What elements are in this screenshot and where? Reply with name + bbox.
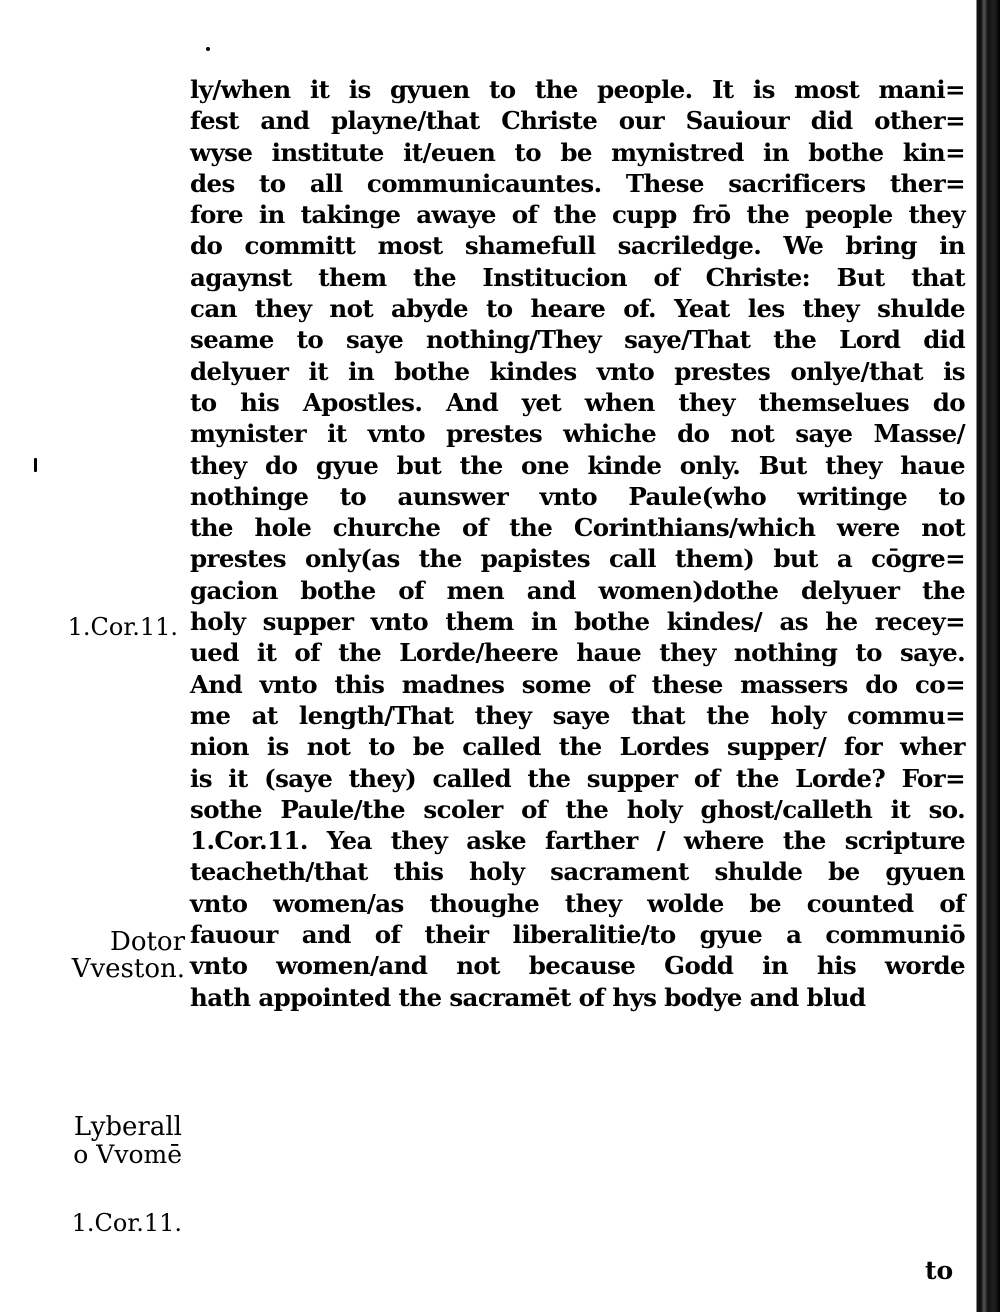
text-line: nothinge to aunswer vnto Paule(who writinge to xyxy=(190,481,965,511)
text-line: do committ most shamefull sacriledge. We bring in xyxy=(190,231,965,261)
margin-note-liberal-women xyxy=(73,1114,182,1168)
text-line: can they not abyde to heare of. Yeat les they shulde xyxy=(190,294,965,324)
margin-note-line: o Vvomē xyxy=(73,1140,182,1169)
text-line: hath appointed the sacramēt of hys bodye and blud xyxy=(190,982,866,1012)
text-line: teacheth/that this holy sacrament shulde be gyuen xyxy=(190,857,965,887)
text-line: des to all communicauntes. These sacrificers ther= xyxy=(190,168,965,198)
text-line: holy supper vnto them in bothe kindes/ as he recey= xyxy=(190,607,965,637)
text-line: delyuer it in bothe kindes vnto prestes onlye/that is xyxy=(190,356,965,386)
text-line: mynister it vnto prestes whiche do not saye Masse/ xyxy=(190,419,965,449)
ink-speck xyxy=(206,47,210,51)
margin-note-cor-1: 1.Cor.11. xyxy=(67,613,178,641)
text-line: prestes only(as the papistes call them) but a cōgre= xyxy=(190,544,965,574)
binding-edge xyxy=(972,0,1000,1312)
text-line: vnto women/as thoughe they wolde be counted of xyxy=(190,888,965,918)
text-line: sothe Paule/the scoler of the holy ghost/calleth it so. xyxy=(190,794,965,824)
text-line: to his Apostles. And yet when they themselues do xyxy=(190,387,965,417)
margin-note-line: Lyberall xyxy=(73,1112,182,1142)
text-line: fauour and of their liberalitie/to gyue a communiō xyxy=(190,920,965,950)
text-line: 1.Cor.11. Yea they aske farther / where the scripture xyxy=(190,826,965,856)
catchword: to xyxy=(925,1256,954,1285)
text-line: nion is not to be called the Lordes supper/ for wher xyxy=(190,732,965,762)
margin-note-line: Vveston. xyxy=(71,954,185,984)
text-line: gacion bothe of men and women)dothe delyuer the xyxy=(190,575,965,605)
margin-note-cor-2: 1.Cor.11. xyxy=(71,1209,182,1237)
text-line: me at length/That they saye that the holy commu= xyxy=(190,700,965,730)
margin-note-line: Dotor xyxy=(109,927,185,957)
text-line: is it (saye they) called the supper of the Lorde? For= xyxy=(190,763,965,793)
margin-note-doctor-weston xyxy=(72,929,185,983)
text-line: seame to saye nothing/They saye/That the Lord did xyxy=(190,325,965,355)
text-line: agaynst them the Institucion of Christe: But that xyxy=(190,262,965,292)
text-line: wyse institute it/euen to be mynistred in bothe kin= xyxy=(190,137,965,167)
ink-speck xyxy=(34,458,37,472)
text-line: vnto women/and not because Godd in his worde xyxy=(190,951,965,981)
text-line: the hole churche of the Corinthians/which were not xyxy=(190,513,965,543)
text-line: fore in takinge awaye of the cupp frō the people they xyxy=(190,200,965,230)
text-line: And vnto this madnes some of these massers do co= xyxy=(190,669,965,699)
text-line: fest and playne/that Christe our Sauiour did other= xyxy=(190,106,965,136)
body-text xyxy=(190,74,965,1013)
text-line: ued it of the Lorde/heere haue they nothing to saye. xyxy=(190,638,965,668)
text-line: ly/when it is gyuen to the people. It is most mani= xyxy=(190,75,965,104)
text-line: they do gyue but the one kinde only. But they haue xyxy=(190,450,965,480)
